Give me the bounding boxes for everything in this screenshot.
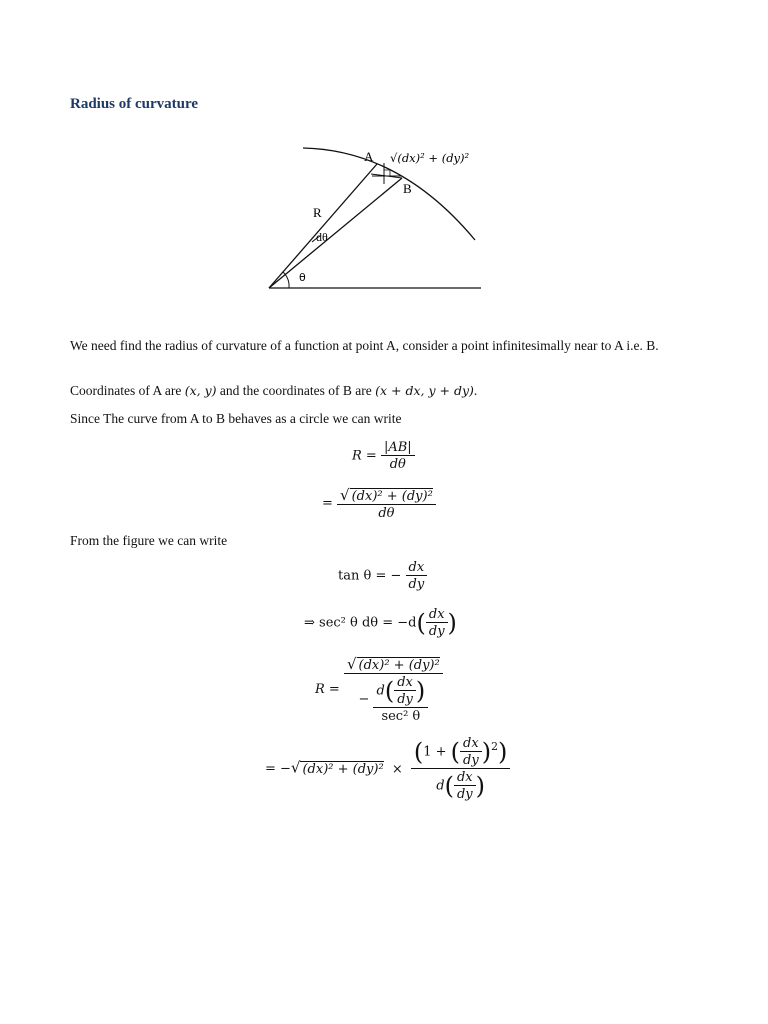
- eq6-den-dx: dx: [456, 770, 473, 785]
- eq5-sqrt: (dx)² + (dy)²: [358, 658, 440, 673]
- eq6-times: ×: [391, 761, 403, 777]
- radius-line-b: [269, 178, 402, 288]
- eq1-fraction: [381, 440, 415, 472]
- eq2-sqrt: (dx)² + (dy)²: [351, 489, 433, 504]
- coord-text-a: Coordinates of A are: [70, 383, 185, 398]
- eq3-lhs: tan θ = −: [338, 568, 402, 584]
- eq5-lhs: R =: [315, 682, 340, 697]
- paragraph-coordinates: [70, 381, 700, 401]
- eq4-denominator: dy: [426, 622, 448, 639]
- equation-4: ⇒ sec² θ dθ = −d( $\frac{dx}{dy}$ ): [304, 607, 457, 639]
- eq5-inner-fraction: [373, 675, 428, 724]
- equation-3: [338, 560, 427, 592]
- eq3-denominator: dy: [406, 575, 428, 592]
- eq2-denominator: dθ: [337, 504, 436, 521]
- equation-2: [322, 486, 436, 521]
- label-a: A: [364, 149, 374, 164]
- eq1-denominator: dθ: [381, 455, 415, 472]
- eq5-dy: dy: [394, 690, 416, 707]
- eq6-dy: dy: [460, 751, 482, 768]
- equation-1: [352, 440, 415, 472]
- curvature-figure: [0, 0, 768, 320]
- eq6-fraction: [411, 736, 511, 802]
- coord-text-c: .: [473, 383, 478, 398]
- eq1-lhs: R =: [352, 448, 377, 464]
- eq3-fraction: [406, 560, 428, 592]
- paragraph-intro: We need find the radius of curvature of a function at point A, consider a point infinitesimally near to A i.e. B.: [70, 338, 659, 353]
- eq1-numerator: |AB|: [383, 440, 412, 455]
- eq6-sqrt: (dx)² + (dy)²: [302, 761, 384, 777]
- coord-b: (x + dx, y + dy): [375, 383, 474, 398]
- coord-text-b: and the coordinates of B are: [216, 383, 376, 398]
- eq6-lhs: = −: [265, 761, 291, 777]
- paragraph-figure: From the figure we can write: [70, 533, 228, 548]
- eq2-lhs: =: [322, 496, 333, 511]
- eq6-den-dy: dy: [454, 785, 476, 802]
- label-theta: θ: [299, 271, 306, 284]
- eq2-numerator: √ (dx)² + (dy)²: [340, 486, 433, 504]
- eq4-fraction: [426, 607, 448, 639]
- label-r: R: [313, 205, 322, 220]
- eq6-denominator: d( $\frac{dx}{dy}$ ): [411, 768, 511, 802]
- right-angle-mark: [384, 170, 390, 176]
- eq3-numerator: dx: [408, 560, 425, 575]
- eq5-fraction: [344, 655, 443, 724]
- eq6-exponent: 2: [491, 740, 498, 754]
- eq5-dx: dx: [397, 675, 413, 690]
- eq6-d: d: [436, 778, 445, 794]
- equation-6: = −√ (dx)² + (dy)² × (1 + ( $\frac{dx}{dy}$ )$^2$) d( $\frac{dx}{dy}$ ): [265, 736, 510, 802]
- label-arc-length: √(dx)² + (dy)²: [390, 151, 470, 165]
- paragraph-circle: Since The curve from A to B behaves as a circle we can write: [70, 411, 402, 426]
- section-heading: Radius of curvature: [70, 96, 199, 112]
- eq2-fraction: [337, 486, 436, 521]
- eq5-numerator: √ (dx)² + (dy)²: [346, 655, 440, 673]
- coord-a: (x, y): [184, 383, 217, 398]
- eq4-numerator: dx: [428, 607, 445, 622]
- eq6-numerator: (1 + ( $\frac{dx}{dy}$ )$^2$): [413, 736, 508, 768]
- label-b: B: [403, 181, 412, 196]
- eq5-sec: sec² θ: [373, 707, 428, 724]
- eq6-dx: dx: [463, 736, 479, 751]
- eq5-d: d: [376, 683, 385, 699]
- eq4-lhs: ⇒ sec² θ dθ = −d: [304, 615, 417, 631]
- equation-5: [315, 655, 443, 724]
- label-dtheta: dθ: [316, 230, 328, 244]
- eq6-one-plus: 1 +: [423, 744, 447, 760]
- eq5-denominator: [344, 673, 443, 724]
- radius-line-a: [269, 164, 377, 288]
- eq5-minus: −: [358, 692, 370, 707]
- eq5-inner-numerator: d( $\frac{dx}{dy}$ ): [376, 675, 426, 707]
